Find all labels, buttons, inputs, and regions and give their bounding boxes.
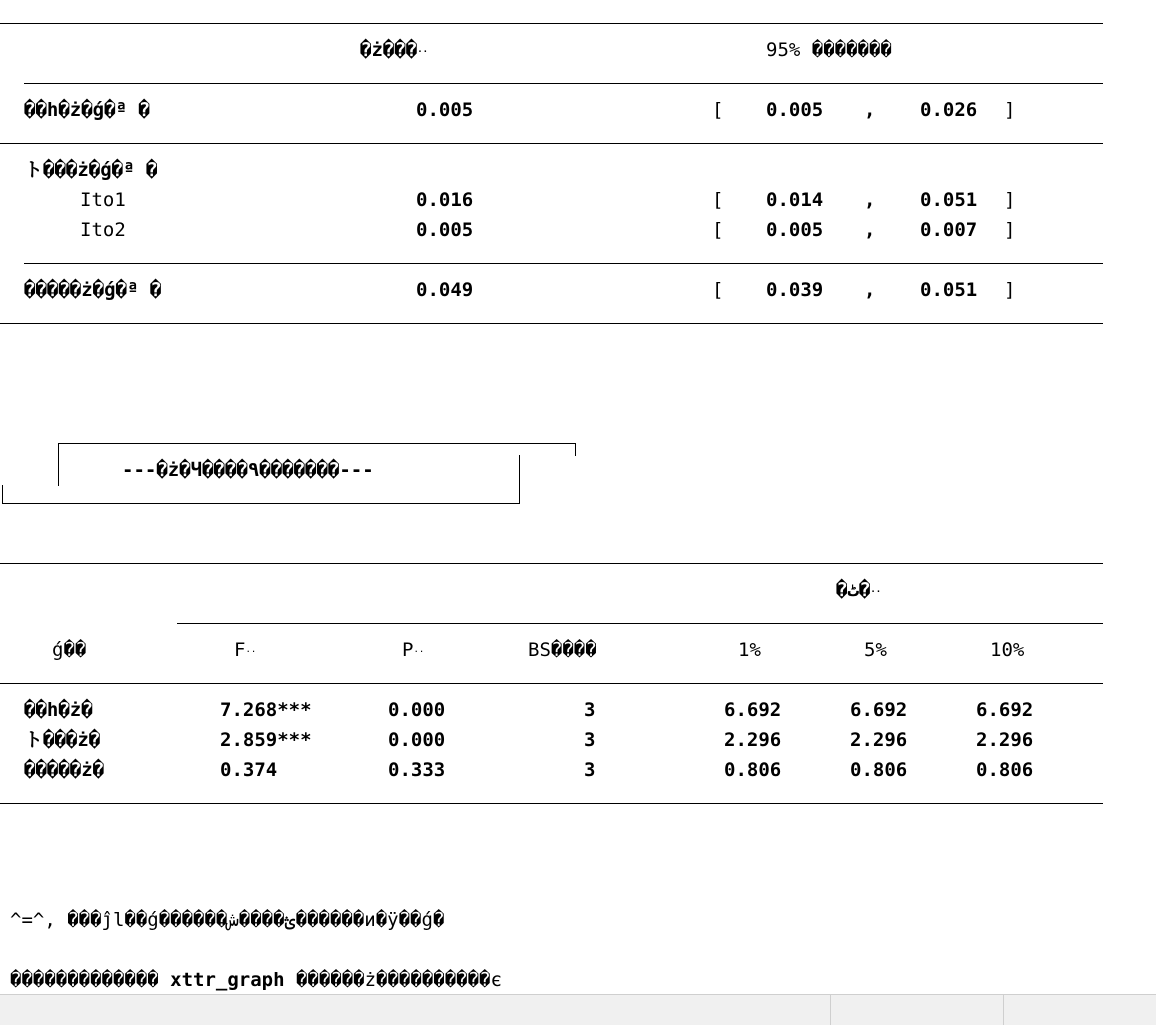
table2-header-p: P.. <box>402 639 425 661</box>
table1-row-rule <box>24 263 1103 264</box>
table2-row-c10: 2.296 <box>976 729 1034 751</box>
ci-comma: , <box>864 279 876 301</box>
table2-header-10pct: 10% <box>990 639 1025 661</box>
table2-row-bs: 3 <box>584 699 596 721</box>
table1-row-label: �����ż�ǵ�ª � <box>24 279 162 301</box>
status-bar-divider <box>1003 995 1004 1025</box>
table2-row-f: 2.859*** <box>220 729 312 751</box>
ci-comma: , <box>864 219 876 241</box>
ci-high: 0.007 <box>920 219 978 241</box>
table2-row-c10: 6.692 <box>976 699 1034 721</box>
table2-row-p: 0.000 <box>388 729 446 751</box>
table2-row-f: 7.268*** <box>220 699 312 721</box>
table1-row-rule <box>0 143 1103 144</box>
table1-row-value: 0.016 <box>416 189 474 211</box>
table1-row-value: 0.005 <box>416 219 474 241</box>
table1-row-label: Ito1 <box>80 189 126 211</box>
footer-note: ^=^, ���ĵl��ǵ������ؿ����ش������и�ÿ��ǵ� <box>10 909 445 931</box>
table1-top-rule <box>0 23 1103 24</box>
box-left-rule <box>58 443 59 486</box>
table2-header-f: F.. <box>234 639 257 661</box>
box-outer-left-rule <box>2 485 3 504</box>
box-inner-right-rule <box>519 455 520 504</box>
table2-header-label: ǵ�� <box>52 639 87 661</box>
table2-bottom-rule <box>0 803 1103 804</box>
table2-row-c5: 0.806 <box>850 759 908 781</box>
status-bar-divider <box>830 995 831 1025</box>
table2-row-c5: 2.296 <box>850 729 908 751</box>
ci-close-bracket: ] <box>1004 189 1016 211</box>
ci-close-bracket: ] <box>1004 219 1016 241</box>
table2-header-5pct: 5% <box>864 639 887 661</box>
ci-high: 0.051 <box>920 279 978 301</box>
table1-header-coef: �ż���.. <box>360 39 429 61</box>
table2-header-bs: BS���� <box>528 639 597 661</box>
table1-row-value: 0.049 <box>416 279 474 301</box>
ci-comma: , <box>864 99 876 121</box>
section-title: ---�ż�Ч����٩�������--- <box>122 459 374 481</box>
ci-low: 0.039 <box>766 279 824 301</box>
table2-row-c1: 0.806 <box>724 759 782 781</box>
table2-row-c1: 6.692 <box>724 699 782 721</box>
box-bottom-rule <box>2 503 520 504</box>
ci-comma: , <box>864 189 876 211</box>
table2-row-label: ��h�ż� <box>24 699 93 721</box>
ci-close-bracket: ] <box>1004 279 1016 301</box>
table2-row-c1: 2.296 <box>724 729 782 751</box>
table2-row-p: 0.333 <box>388 759 446 781</box>
table2-row-label: �����ż� <box>24 759 105 781</box>
table1-header-rule <box>24 83 1103 84</box>
table2-header-rule <box>0 683 1103 684</box>
ci-open-bracket: [ <box>712 99 724 121</box>
table1-row-label: ��h�ż�ǵ�ª � <box>24 99 150 121</box>
table2-group-rule <box>177 623 1103 624</box>
ci-low: 0.005 <box>766 219 824 241</box>
table2-group-header: �ٹ�.. <box>836 579 882 601</box>
table2-header-1pct: 1% <box>738 639 761 661</box>
ci-high: 0.026 <box>920 99 978 121</box>
table2-row-f: 0.374 <box>220 759 278 781</box>
table1-group-label: ト���ż�ǵ�ª � <box>24 159 158 181</box>
box-top-rule <box>58 443 576 444</box>
box-right-tick <box>575 443 576 456</box>
ci-low: 0.005 <box>766 99 824 121</box>
ci-close-bracket: ] <box>1004 99 1016 121</box>
ci-low: 0.014 <box>766 189 824 211</box>
table2-row-bs: 3 <box>584 759 596 781</box>
table2-row-label: ト���ż� <box>24 729 101 751</box>
table1-header-ci: 95% ������� <box>766 39 892 61</box>
ci-open-bracket: [ <box>712 189 724 211</box>
ci-open-bracket: [ <box>712 279 724 301</box>
table2-row-c5: 6.692 <box>850 699 908 721</box>
ci-open-bracket: [ <box>712 219 724 241</box>
table1-bottom-rule <box>0 323 1103 324</box>
ci-high: 0.051 <box>920 189 978 211</box>
status-bar <box>0 994 1156 1025</box>
table2-row-p: 0.000 <box>388 699 446 721</box>
table1-row-label: Ito2 <box>80 219 126 241</box>
table1-row-value: 0.005 <box>416 99 474 121</box>
table2-row-c10: 0.806 <box>976 759 1034 781</box>
table2-top-rule <box>0 563 1103 564</box>
command-link[interactable]: xttr_graph <box>170 969 285 991</box>
footer-command-line: ������������� xttr_graph ������ż����������є <box>10 969 502 991</box>
table2-row-bs: 3 <box>584 729 596 751</box>
